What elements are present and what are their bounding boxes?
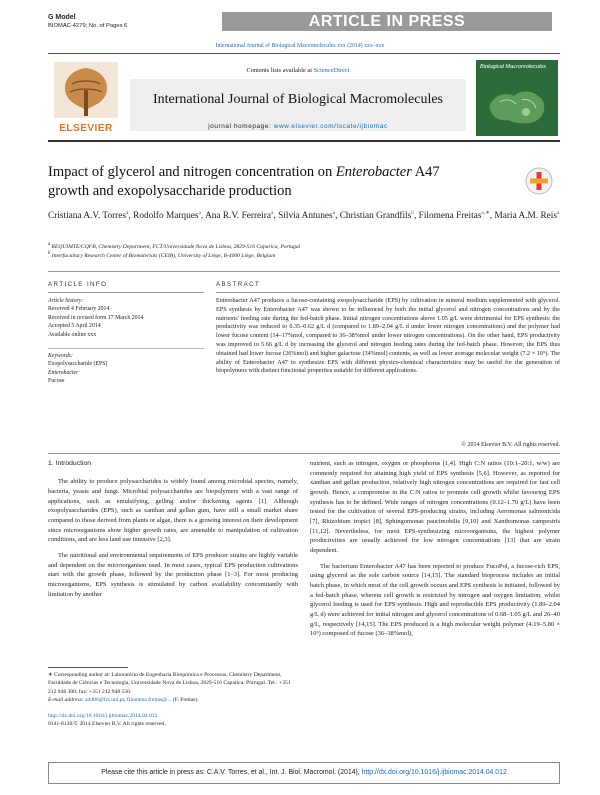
author-name: Cristiana A.V. Torres [48, 211, 127, 222]
keyword-item: Exopolysaccharide (EPS) [48, 361, 108, 368]
article-title [48, 163, 468, 200]
divider [48, 453, 560, 454]
affiliation-a: $^a$ REQUIMTE/CQFB, Chemistry Department, FCT/Universidade Nova de Lisboa, 2829-516 Caparica, Portugal [48, 242, 301, 250]
author-name: Christian Grandfils [339, 211, 412, 222]
keywords-label: Keywords: [48, 353, 73, 359]
header-divider [48, 140, 560, 142]
author-list: Cristiana A.V. Torres$^a$, Rodolfo Marques$^a$, Ana R.V. Ferreira$^a$, Sílvia Antunes$^a$, Christian Grandfils$^b$, Filomena Freitas$^{a,∗}$, Maria A.M. Reis$^a$ [48, 210, 560, 222]
affiliations [48, 242, 560, 260]
body-paragraph: nutrient, such as nitrogen, oxygen or phosphorus [1,4]. High C:N ratios (10:1–20:1, w/w) are commonly required for attaining high yield of EPS synthesis [5,6]. However, as reported for xanthan and gellan production, relatively high nitrogen concentrations are required for fast cell growth. Hence, a compromise in the C:N ratios to promote cell growth whilst favouring EPS synthesis has to be defined. Wide ranges of nitrogen concentrations (0.12–1.70 g/L) have been tested for the cultivation of several EPS-producing strains, including Aeromonas salmonicida [7], Rhizobium tropici [8], Sphingomonas paucimobilis [9,10] and Xanthomonas campestris [11,12]. Nevertheless, for most EPS-synthesizing microorganisms, the highest polymer productivities are usually achieved for low nitrogen concentrations [13] that are strain dependent. [310, 460, 560, 555]
doi-link[interactable]: http://dx.doi.org/10.1016/j.ijbiomac.2014.04.012 [48, 713, 158, 719]
title-italic: Enterobacter [335, 164, 412, 180]
ref-code: BIOMAC-4279; No. of Pages 6 [48, 22, 128, 29]
body-paragraph: The nutritional and environmental requirements of EPS producer strains are highly variable and dependent on the microorganism used. In most cases, typical EPS production cultivations start with the growth phase, followed by the production phase [1–3]. For most producing microorganisms, EPS synthesis is stimulated by carbon availability concomitantly with limitation by another [48, 551, 298, 598]
cite-box [48, 762, 560, 784]
history-accepted: Accepted 5 April 2014 [48, 323, 101, 330]
doi-block [48, 712, 298, 729]
publisher-name: ELSEVIER [59, 123, 113, 134]
journal-cover-image [476, 60, 558, 136]
history-label: Article history: [48, 298, 84, 304]
history-received: Received 4 February 2014 [48, 306, 110, 313]
body-paragraph: The ability to produce polysaccharides is widely found among microbial species, namely, bacteria, yeasts and fungi. Microbial polysaccharides are biopolymers with a vast range of applications, such as emulsifying, gelling and/or thickening agents [1]. Although exopolysaccharides (EPS), such as xanthan and gellan gum, have still a small market share compared to those derived from plants or algae, there is a growing interest on their development since microorganisms show higher growth rates, are amenable to manipulation of cultivation conditions, and are less land use intensive [2,3]. [48, 478, 298, 544]
cite-prefix: Please cite this article in press as: C.A.V. Torres, et al., Int. J. Biol. Macromol. (2014), [101, 769, 362, 776]
divider [48, 292, 204, 293]
divider [48, 348, 204, 349]
cover-title: Biological Macromolecules [480, 64, 547, 70]
footnote-text: ∗ Corresponding author at: Laboratório de Engenharia Bioquímica e Processos, Chemistry Department, Faculdade de Ciências e Tecnologia, Universidade Nova de Lisboa, 2829-516 Caparica, Portugal. Tel.: +351 212 948 300; fax: +351 212 948 550. [48, 672, 291, 695]
body-column-right [310, 459, 560, 645]
article-in-press-banner: ARTICLE IN PRESS [222, 12, 552, 31]
author-affiliation-marker: a [271, 210, 274, 216]
banner-ref [48, 14, 127, 30]
divider [48, 271, 560, 272]
keyword-item: Enterobacter [48, 369, 79, 376]
cover-map-graphic [486, 84, 550, 130]
divider [48, 53, 560, 54]
issn-line: 0141-8130/© 2014 Elsevier B.V. All rights reserved. [48, 721, 166, 728]
cite-doi-link[interactable]: http://dx.doi.org/10.1016/j.ijbiomac.2014.04.012 [361, 769, 507, 776]
author-name: Ana R.V. Ferreira [205, 211, 271, 222]
contents-line [130, 67, 466, 75]
email-suffix: (F. Freitas). [171, 697, 199, 704]
body-paragraph: The bacterium Enterobacter A47 has been reported to produce FucoPol, a fucose-rich EPS, using glycerol as the sole carbon source [14,15]. The standard bioprocess includes an initial batch phase, in which most of the cell growth occurs and EPS synthesis is initiated, followed by a fed-batch phase, wherein cell growth is restricted by nitrogen and oxygen limitation, whilst glycerol feeding is used for EPS synthesis. High and reproducible EPS productivity (1.89–2.04 g/L d) were achieved for initial nitrogen and glycerol concentrations of 0.68–1.05 g/L and 26–40 g/L, respectively [14,15]. The EPS produced is a high molecular weight polymer (4.19–5.80 × 10⁶) composed of fucose (36–38%mol), [310, 562, 560, 638]
homepage-prefix: journal homepage: [208, 123, 274, 130]
keyword-item: Fucose [48, 378, 65, 385]
title-part-1: Impact of glycerol and nitrogen concentration on [48, 164, 336, 180]
email-link[interactable]: a4406@fct.unl.pt, filomena.freitas@... [85, 697, 172, 704]
crossmark-badge-icon [524, 166, 554, 196]
divider [216, 292, 560, 293]
article-info-heading: ARTICLE INFO [48, 281, 108, 288]
crossmark-icon[interactable] [524, 166, 554, 196]
copyright-notice: © 2014 Elsevier B.V. All rights reserved. [461, 442, 560, 448]
article-history [48, 297, 204, 339]
author-name: Rodolfo Marques [133, 211, 199, 222]
gmodel-label: G Model [48, 14, 76, 21]
author-name: Sílvia Antunes [278, 211, 333, 222]
section-title: 1. Introduction [48, 460, 92, 467]
footnote-divider [48, 667, 128, 668]
author-affiliation-marker: a [198, 210, 201, 216]
email-label: E-mail address: [48, 697, 86, 704]
journal-title: International Journal of Biological Macromolecules [152, 92, 444, 107]
email-line [48, 696, 298, 704]
sciencedirect-link[interactable]: ScienceDirect [313, 67, 350, 74]
abstract-text: Enterobacter A47 produces a fucose-containing exopolysaccharide (EPS) by cultivation in mineral medium supplemented with glycerol. EPS synthesis by Enterobacter A47 was shown to be influenced by both the initial glycerol and nitrogen concentrations and by the nutrients' feeding rate during the fed-batch phase. Initial nitrogen concentrations above 1.05 g/L were detrimental for EPS synthesis: the productivity was reduced to 0.35–0.62 g/L d (compared to 1.89–2.04 g/L d under lower nitrogen concentrations) and the polymer had lower fucose content (14–17%mol, compared to 36–38%mol under lower nitrogen concentrations). On the other hand, EPS productivity was improved to 5.66 g/L d by increasing the glycerol and nitrogen feeding rates during the fed-batch phase. However, the EPS thus obtained had lower fucose (26%mol) and higher galactose (34%mol) contents, as well as lower average molecular weight (7.2 × 10⁵). The ability of Enterobacter A47 to synthesize EPS with different physico-chemical characteristics may be useful for the generation of biopolymers with distinct functional properties suitable for different applications. [216, 297, 560, 375]
elsevier-logo [50, 60, 122, 136]
history-online: Available online xxx [48, 331, 97, 338]
abstract-heading: ABSTRACT [216, 281, 261, 288]
affiliation-b: $^b$ Interfacultary Research Center of Biomaterials (CEIB), University of Liège, B-4000 Liège, Belgium [48, 250, 276, 259]
history-revised: Received in revised form 17 March 2014 [48, 314, 144, 321]
author-affiliation-marker: a [126, 210, 129, 216]
body-column-left [48, 459, 298, 605]
author-name: Filomena Freitas [418, 211, 482, 222]
contents-prefix: Contents lists available at [246, 67, 314, 74]
journal-reference-link[interactable]: International Journal of Biological Macromolecules xxx (2014) xxx–xxx [215, 43, 385, 49]
author-affiliation-marker: a,∗ [481, 210, 490, 216]
title-part-2: A47 growth and exopolysaccharide production [48, 164, 440, 199]
author-affiliation-marker: a [557, 210, 560, 216]
keywords [48, 352, 204, 386]
author-affiliation-marker: b [411, 210, 414, 216]
journal-homepage [130, 123, 466, 131]
author-name: Maria A.M. Reis [494, 211, 557, 222]
author-affiliation-marker: a [332, 210, 336, 216]
corresponding-author-footnote [48, 671, 298, 705]
homepage-link[interactable]: www.elsevier.com/locate/ijbiomac [273, 123, 388, 130]
